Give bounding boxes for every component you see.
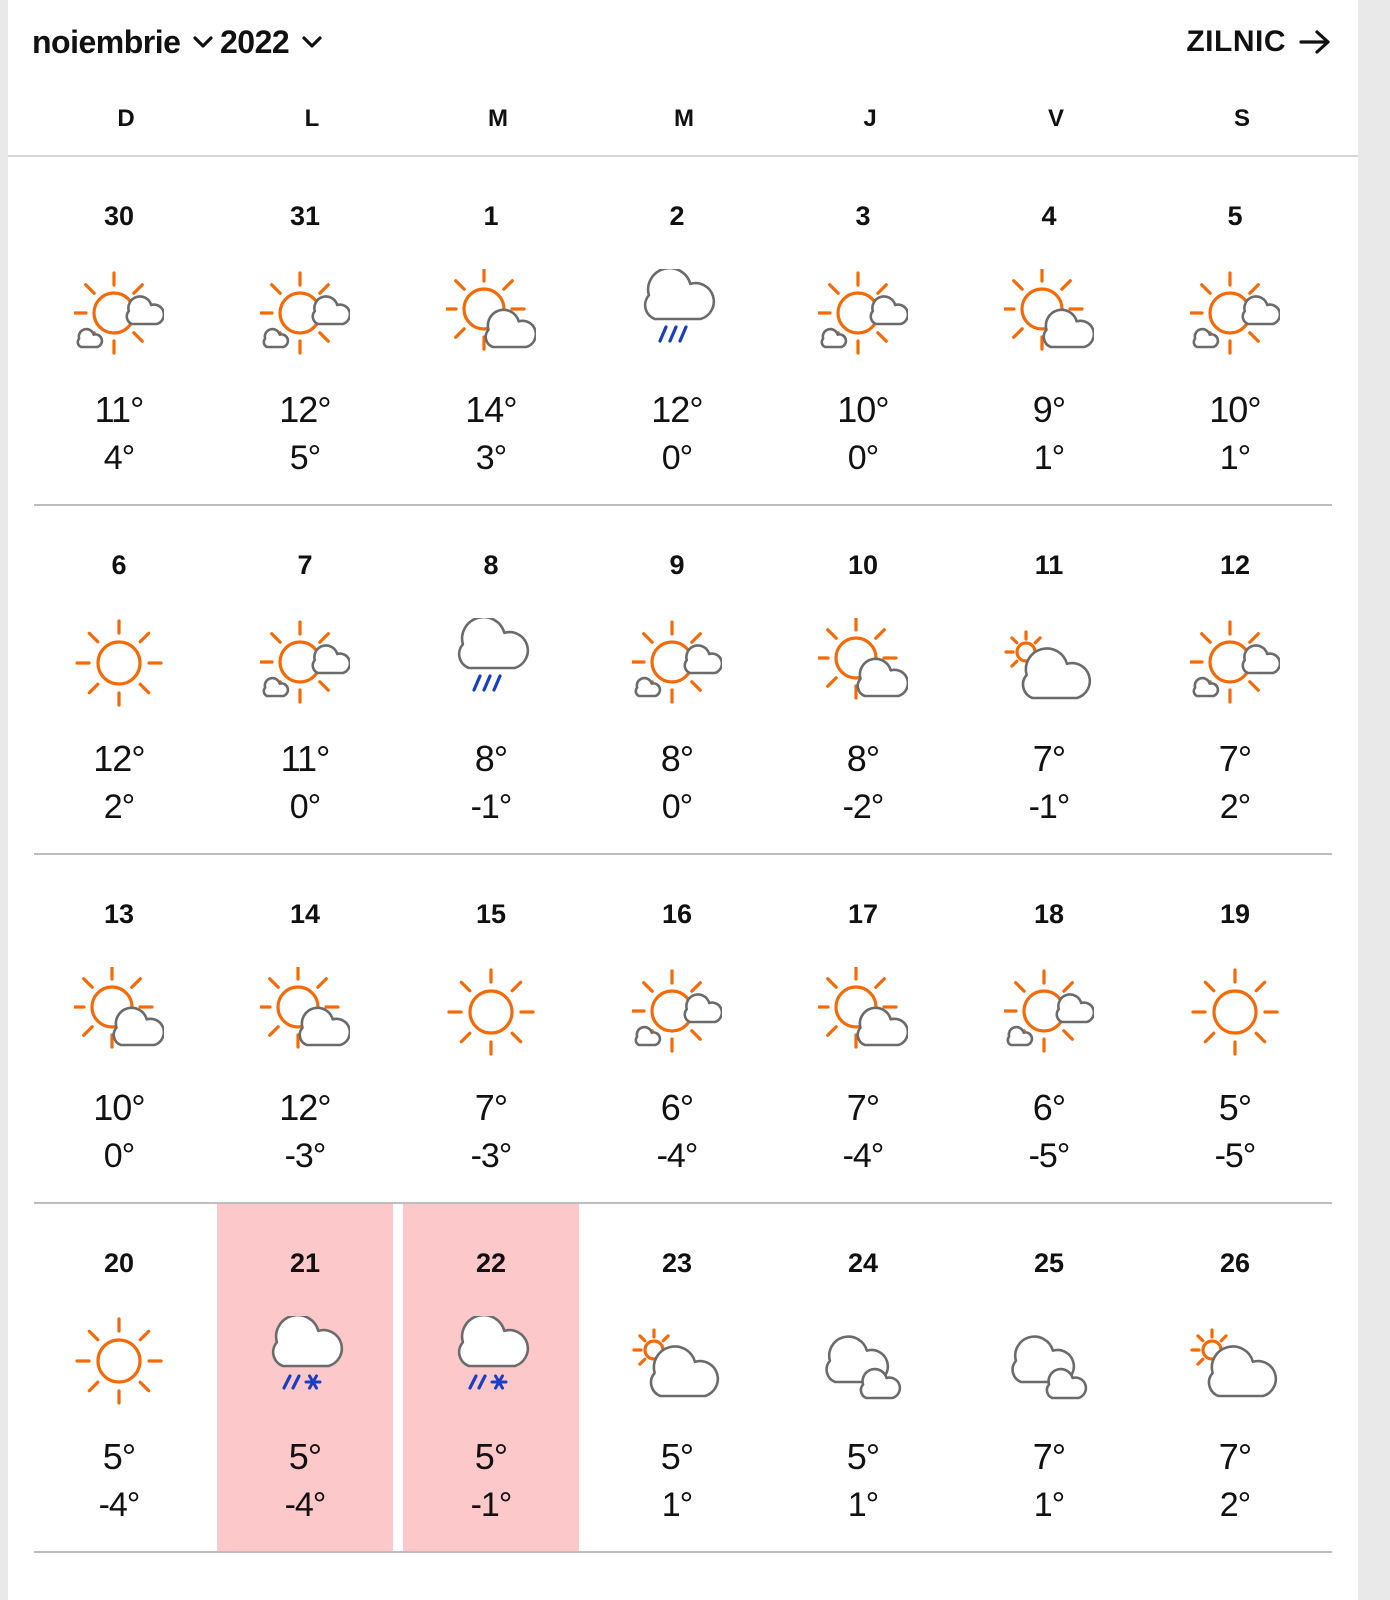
calendar-day-cell[interactable] [775,855,951,1204]
day-number: 3 [855,201,871,231]
temp-max: 14° [465,389,517,430]
temp-min: -1° [470,788,512,826]
rain-cloud-icon [632,269,722,359]
temp-min: 1° [661,1486,693,1524]
sun-icon [446,967,536,1057]
temp-max: 6° [1032,1087,1066,1128]
weekday-label: V [1047,105,1064,132]
day-number: 25 [1033,1248,1065,1278]
temp-max: 10° [837,389,889,430]
calendar-week-row [8,855,1358,1204]
day-number: 30 [103,201,135,231]
temp-max: 7° [1218,738,1252,779]
temp-min: -3° [470,1137,512,1175]
sun-small-cloud-icon [74,269,164,359]
sun-cloud-icon [446,269,536,359]
day-number: 12 [1219,550,1251,580]
temp-min: 1° [1033,1486,1065,1524]
day-number: 24 [847,1248,879,1278]
chevron-down-icon [299,29,325,55]
calendar-day-cell[interactable] [217,506,393,855]
temp-max: 12° [93,738,145,779]
temp-min: 2° [103,788,135,826]
clouds-icon [818,1316,908,1406]
calendar-day-cell[interactable] [961,855,1137,1204]
temp-max: 5° [1218,1087,1252,1128]
temp-max: 11° [94,389,144,430]
day-number: 15 [475,899,507,929]
temp-min: -3° [284,1137,326,1175]
temp-max: 10° [1209,389,1261,430]
temp-min: 1° [1033,439,1065,477]
calendar-day-cell[interactable] [961,157,1137,506]
day-number: 1 [483,201,499,231]
day-number: 10 [847,550,879,580]
temp-min: 0° [289,788,321,826]
sun-cloud-icon [260,967,350,1057]
calendar-day-cell[interactable] [403,157,579,506]
sun-icon [74,1316,164,1406]
day-number: 11 [1034,550,1064,580]
calendar-day-cell[interactable] [589,157,765,506]
daily-view-label: ZILNIC [1186,25,1286,58]
temp-min: 5° [289,439,321,477]
calendar-header [8,0,1358,82]
calendar-day-cell[interactable] [217,157,393,506]
temp-max: 5° [288,1436,322,1477]
calendar-week-row [8,157,1358,506]
month-label: noiembrie [32,23,181,60]
day-number: 26 [1219,1248,1251,1278]
clouds-icon [1004,1316,1094,1406]
temp-min: 2° [1219,788,1251,826]
calendar-day-cell[interactable] [1147,855,1323,1204]
calendar-day-cell[interactable] [589,506,765,855]
sun-icon [1190,967,1280,1057]
cloud-little-sun-icon [1004,618,1094,708]
weekday-label: M [488,105,508,132]
cloud-little-sun-icon [632,1316,722,1406]
year-selector[interactable] [220,20,325,64]
temp-max: 6° [660,1087,694,1128]
temp-min: -4° [656,1137,698,1175]
calendar-day-cell[interactable] [1147,1204,1323,1553]
day-number: 18 [1033,899,1065,929]
day-number: 4 [1041,201,1057,231]
day-number: 17 [847,899,879,929]
temp-max: 9° [1032,389,1066,430]
sun-icon [74,618,164,708]
sun-cloud-icon [1004,269,1094,359]
chevron-down-icon [190,29,216,55]
day-number: 6 [111,550,127,580]
sun-small-cloud-icon [632,618,722,708]
weekday-label: L [304,105,320,132]
rain-cloud-icon [446,618,536,708]
day-number: 19 [1219,899,1251,929]
temp-min: 0° [661,439,693,477]
day-number: 21 [289,1248,321,1278]
calendar-week-row [8,506,1358,855]
sun-cloud-icon [818,618,908,708]
temp-max: 7° [846,1087,880,1128]
temp-min: -5° [1214,1137,1256,1175]
day-number: 13 [103,899,135,929]
arrow-right-icon [1298,29,1332,55]
day-number: 7 [297,550,313,580]
day-number: 2 [669,201,685,231]
day-number: 5 [1227,201,1243,231]
sun-small-cloud-icon [1190,618,1280,708]
calendar-day-cell[interactable] [775,1204,951,1553]
sleet-cloud-icon [260,1316,350,1406]
temp-min: 3° [475,439,507,477]
temp-max: 8° [846,738,880,779]
calendar-week-row [8,1204,1358,1553]
temp-max: 10° [93,1087,145,1128]
temp-max: 12° [279,389,331,430]
weekday-header-row [8,95,1358,157]
temp-min: 1° [847,1486,879,1524]
calendar-day-cell[interactable] [961,506,1137,855]
sun-cloud-icon [818,967,908,1057]
calendar-day-cell[interactable] [961,1204,1137,1553]
sun-small-cloud-icon [260,269,350,359]
temp-min: -5° [1028,1137,1070,1175]
temp-min: 4° [103,439,135,477]
sun-small-cloud-icon [818,269,908,359]
temp-max: 7° [1032,1436,1066,1477]
calendar-panel [8,0,1358,1600]
day-number: 14 [289,899,321,929]
calendar-day-cell[interactable] [403,1204,579,1553]
temp-max: 5° [660,1436,694,1477]
weekday-label: M [674,105,694,132]
calendar-day-cell[interactable] [217,1204,393,1553]
temp-min: 2° [1219,1486,1251,1524]
weekday-label: S [1233,105,1250,132]
temp-max: 7° [474,1087,508,1128]
sun-small-cloud-icon [632,967,722,1057]
temp-max: 7° [1032,738,1066,779]
calendar-day-cell[interactable] [1147,157,1323,506]
temp-max: 5° [846,1436,880,1477]
calendar-day-cell[interactable] [1147,506,1323,855]
temp-min: -4° [284,1486,326,1524]
calendar-day-cell[interactable] [403,855,579,1204]
temp-max: 11° [280,738,330,779]
year-label: 2022 [220,23,290,60]
temp-min: 0° [103,1137,135,1175]
sun-cloud-icon [74,967,164,1057]
month-selector[interactable] [32,20,216,64]
temp-max: 7° [1218,1436,1252,1477]
temp-min: 1° [1219,439,1251,477]
temp-min: 0° [661,788,693,826]
calendar-day-cell[interactable] [589,1204,765,1553]
sun-small-cloud-icon [1004,967,1094,1057]
temp-max: 5° [102,1436,136,1477]
weekday-label: J [863,105,877,132]
day-number: 31 [289,201,321,231]
temp-min: -4° [98,1486,140,1524]
calendar-day-cell[interactable] [31,157,207,506]
cloud-little-sun-icon [1190,1316,1280,1406]
day-number: 8 [483,550,499,580]
calendar-day-cell[interactable] [775,506,951,855]
sun-small-cloud-icon [1190,269,1280,359]
day-number: 16 [661,899,693,929]
calendar-day-cell[interactable] [31,1204,207,1553]
calendar-day-cell[interactable] [589,855,765,1204]
calendar-day-cell[interactable] [31,855,207,1204]
temp-max: 12° [279,1087,331,1128]
weekday-label: D [117,105,135,132]
day-number: 23 [661,1248,693,1278]
daily-view-link[interactable] [1186,20,1332,64]
temp-max: 8° [660,738,694,779]
calendar-day-cell[interactable] [403,506,579,855]
temp-min: -2° [842,788,884,826]
week-divider [34,1551,1332,1553]
calendar-day-cell[interactable] [31,506,207,855]
sleet-cloud-icon [446,1316,536,1406]
temp-max: 12° [651,389,703,430]
day-number: 22 [475,1248,507,1278]
temp-min: 0° [847,439,879,477]
day-number: 20 [103,1248,135,1278]
temp-min: -4° [842,1137,884,1175]
sun-small-cloud-icon [260,618,350,708]
temp-min: -1° [1028,788,1070,826]
calendar-day-cell[interactable] [775,157,951,506]
calendar-day-cell[interactable] [217,855,393,1204]
temp-max: 5° [474,1436,508,1477]
temp-min: -1° [470,1486,512,1524]
temp-max: 8° [474,738,508,779]
day-number: 9 [669,550,685,580]
